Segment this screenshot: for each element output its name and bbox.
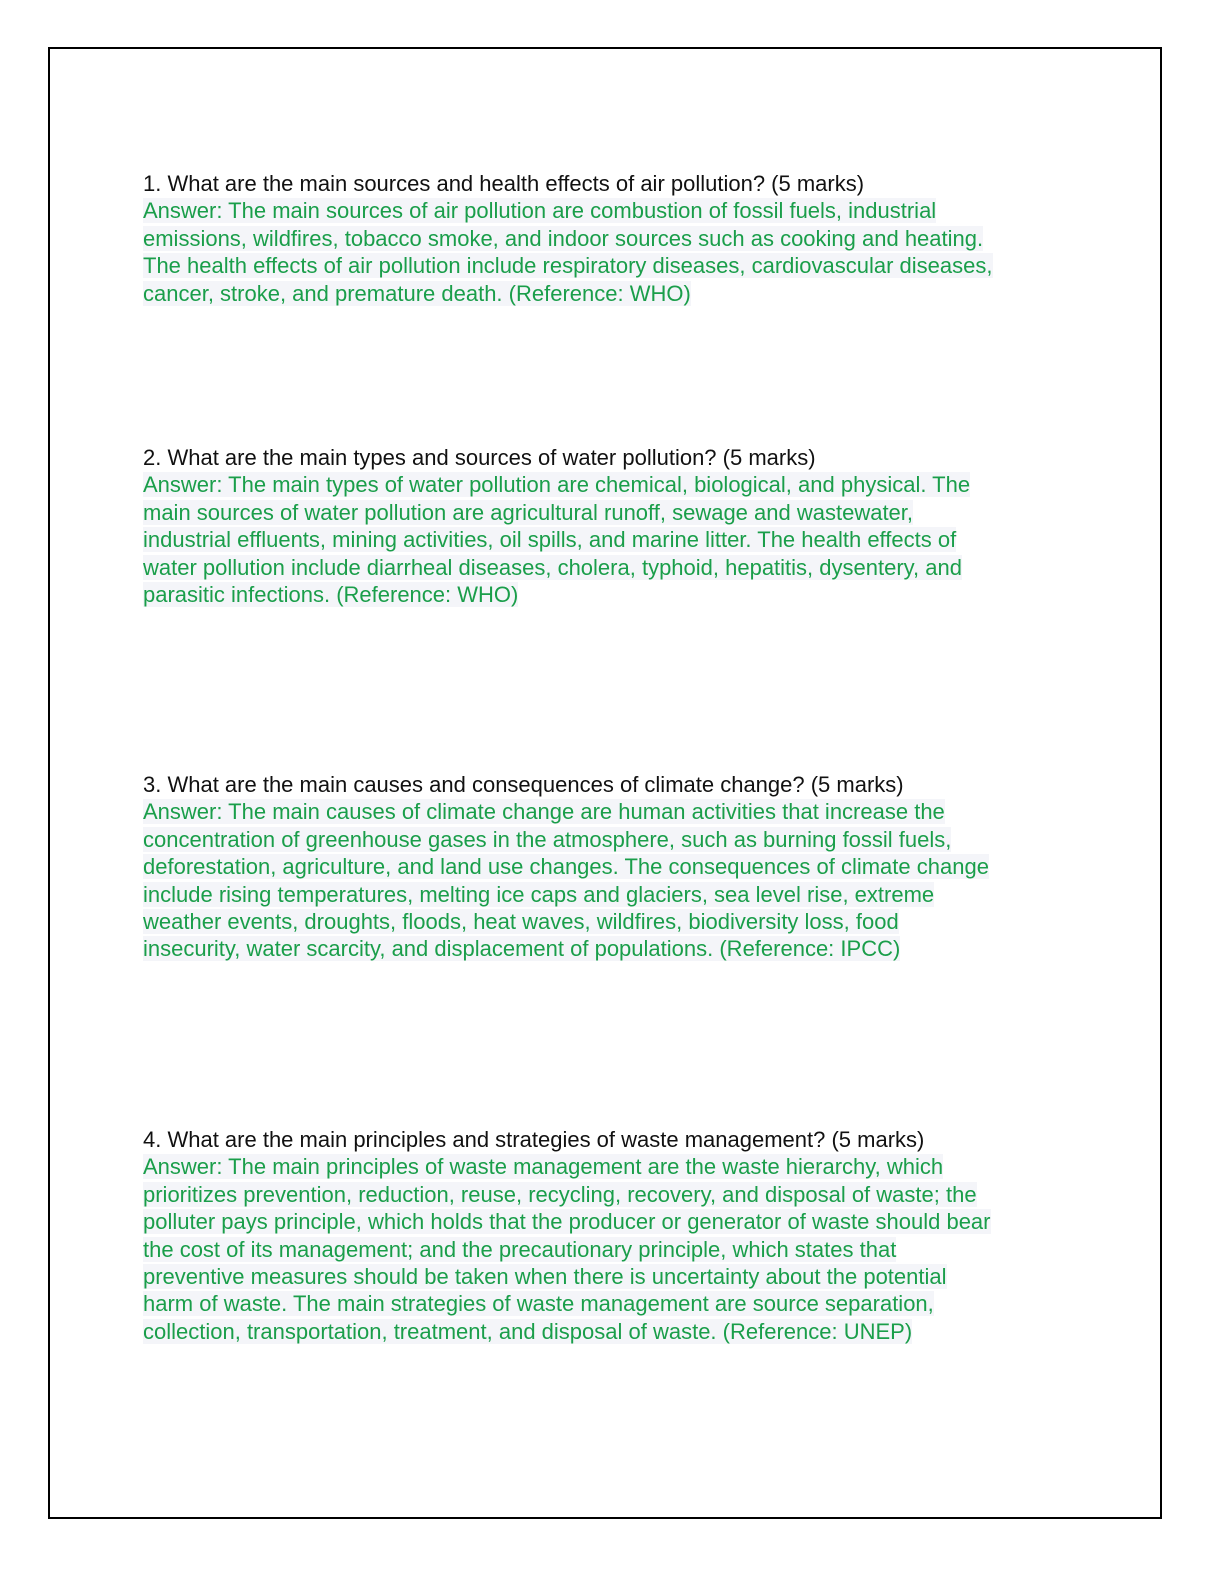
answer-line: include rising temperatures, melting ice caps and glaciers, sea level rise, extreme	[143, 881, 935, 907]
answer-text	[143, 1153, 1083, 1345]
question-text: 4. What are the main principles and strategies of waste management? (5 marks)	[143, 1127, 925, 1152]
question-block-1	[143, 170, 1083, 307]
answer-line: collection, transportation, treatment, and disposal of waste. (Reference: UNEP)	[143, 1318, 913, 1344]
answer-line: concentration of greenhouse gases in the atmosphere, such as burning fossil fuels,	[143, 826, 952, 852]
answer-line: preventive measures should be taken when there is uncertainty about the potential	[143, 1264, 947, 1290]
answer-line: weather events, droughts, floods, heat waves, wildfires, biodiversity loss, food	[143, 909, 899, 935]
answer-line: insecurity, water scarcity, and displacement of populations. (Reference: IPCC)	[143, 936, 901, 962]
answer-line: main sources of water pollution are agricultural runoff, sewage and wastewater,	[143, 499, 914, 525]
answer-text	[143, 471, 1083, 608]
answer-line: harm of waste. The main strategies of waste management are source separation,	[143, 1291, 934, 1317]
answer-line: cancer, stroke, and premature death. (Reference: WHO)	[143, 280, 691, 306]
question-text: 1. What are the main sources and health effects of air pollution? (5 marks)	[143, 171, 865, 196]
answer-text	[143, 798, 1083, 962]
answer-line: Answer: The main types of water pollution are chemical, biological, and physical. The	[143, 472, 971, 498]
answer-line: water pollution include diarrheal diseases, cholera, typhoid, hepatitis, dysentery, and	[143, 554, 962, 580]
answer-line: industrial effluents, mining activities, oil spills, and marine litter. The health effects of	[143, 527, 957, 553]
question-block-3	[143, 771, 1083, 963]
question-block-2	[143, 444, 1083, 608]
answer-line: deforestation, agriculture, and land use changes. The consequences of climate change	[143, 854, 989, 880]
question-text: 3. What are the main causes and consequences of climate change? (5 marks)	[143, 772, 904, 797]
answer-text	[143, 197, 1083, 307]
answer-line: The health effects of air pollution include respiratory diseases, cardiovascular diseases,	[143, 253, 993, 279]
question-text: 2. What are the main types and sources of water pollution? (5 marks)	[143, 445, 816, 470]
question-block-4	[143, 1126, 1083, 1345]
answer-line: Answer: The main sources of air pollution are combustion of fossil fuels, industrial	[143, 198, 937, 224]
answer-line: polluter pays principle, which holds that the producer or generator of waste should bear	[143, 1209, 991, 1235]
answer-line: the cost of its management; and the precautionary principle, which states that	[143, 1236, 897, 1262]
answer-line: emissions, wildfires, tobacco smoke, and indoor sources such as cooking and heating.	[143, 225, 984, 251]
answer-line: Answer: The main causes of climate change are human activities that increase the	[143, 799, 945, 825]
answer-line: Answer: The main principles of waste management are the waste hierarchy, which	[143, 1154, 944, 1180]
answer-line: prioritizes prevention, reduction, reuse, recycling, recovery, and disposal of waste; the	[143, 1181, 977, 1207]
answer-line: parasitic infections. (Reference: WHO)	[143, 582, 519, 608]
